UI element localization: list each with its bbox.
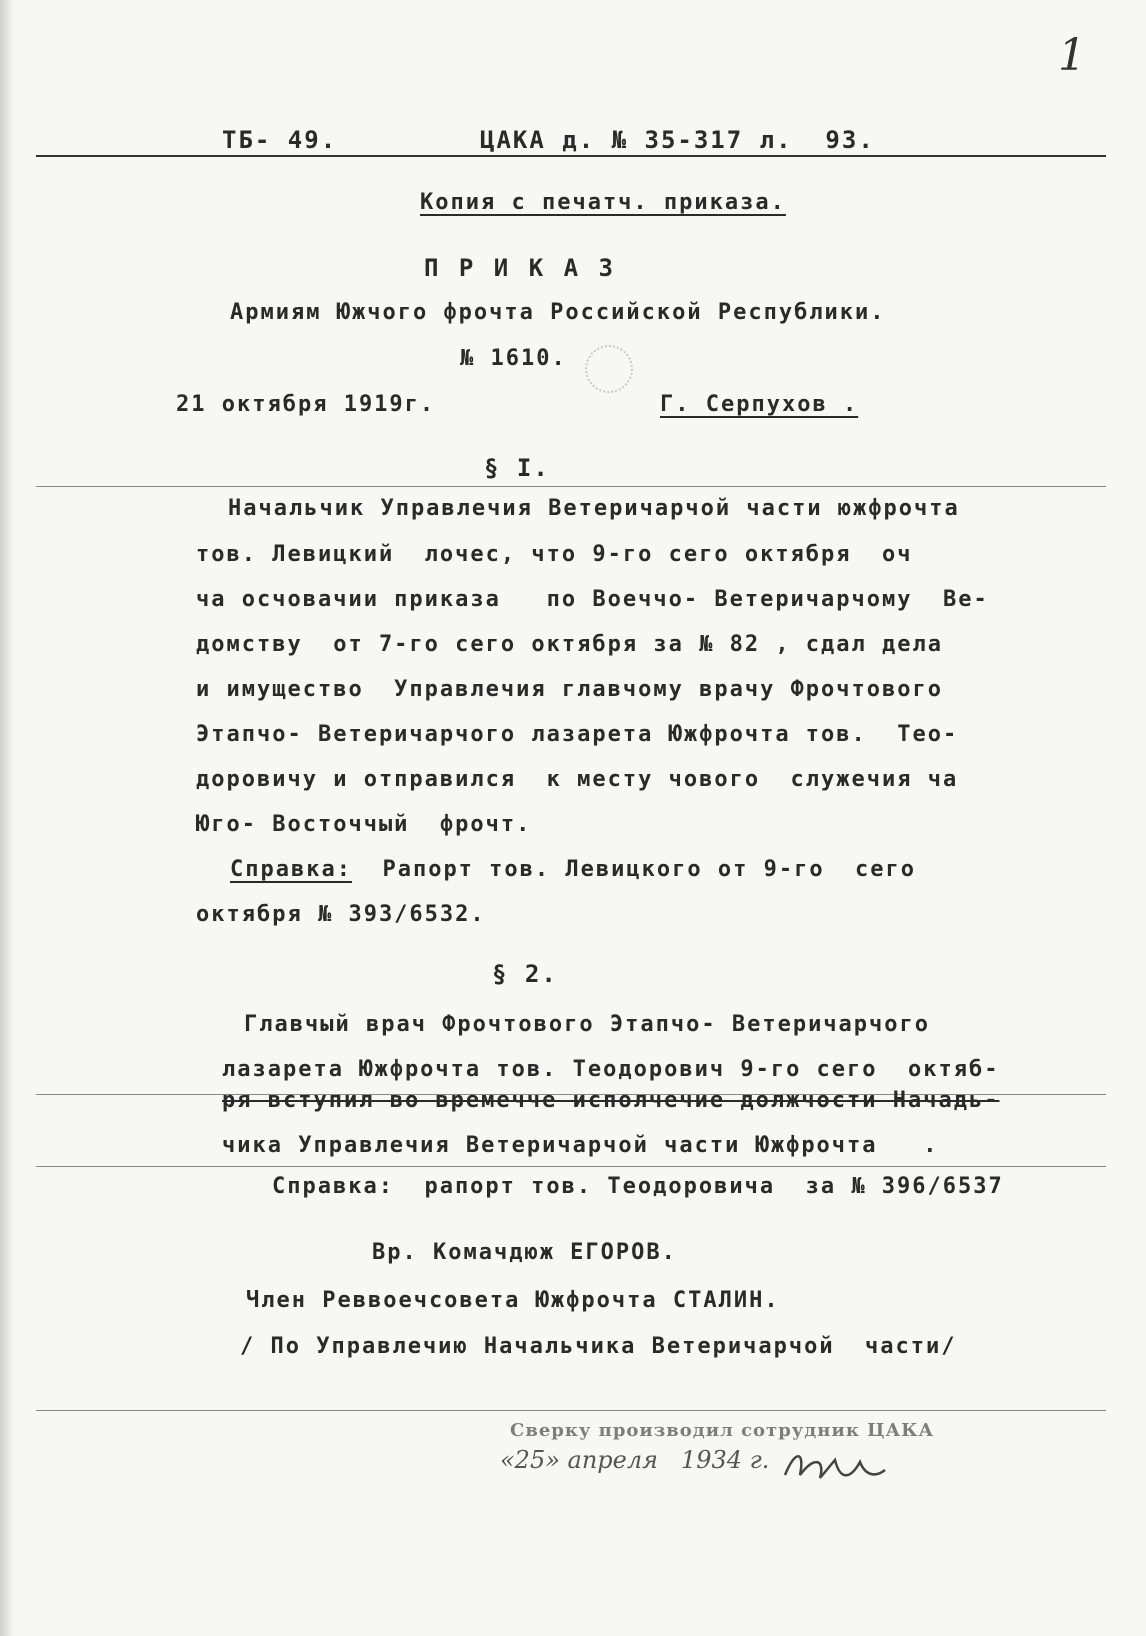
section2-rule-2 [36,1166,1106,1167]
order-subtitle: Армиям Южчого фрочта Российской Республики. [230,300,886,325]
reference-text: Рапорт тов. Левицкого от 9-го сего [351,857,917,882]
section1-line: ча осчовачии приказа по Воеччо- Ветеричарчому Ве- [196,587,989,612]
section2-line: лазарета Южфрочта тов. Теодорович 9-го сего октяб- [222,1057,1000,1082]
section1-line: домству от 7-го сего октября за № 82 , сдал дела [196,632,944,657]
copy-note: Копия с печатч. приказа. [420,190,786,215]
signature-department: / По Управлечию Начальчика Ветеричарчой части/ [240,1334,957,1359]
order-title: П Р И К А З [424,254,616,282]
section1-line: тов. Левицкий лочес, что 9-го сего октября оч [196,542,913,567]
order-date: 21 октября 1919г. [176,392,436,417]
handwritten-signature [780,1440,890,1490]
section1-line: Юго- Восточчый фрочт. [196,812,532,837]
section1-heading: § I. [484,454,550,482]
header-right: ЦАКА д. № 35-317 л. 93. [480,126,875,154]
stamp-text: Сверку производил сотрудник ЦАКА [510,1420,935,1441]
stamp-date: «25» апреля 1934 г. [500,1446,770,1474]
order-number: № 1610. [460,346,567,371]
header-left: ТБ- 49. [222,126,338,154]
header-rule [36,155,1106,157]
section1-line: и имущество Управлечия главчому врачу Фрочтового [196,677,944,702]
section1-line: Начальчик Управлечия Ветеричарчой части южфрочта [228,496,960,521]
section1-rule [36,486,1106,487]
section2-reference: Справка: рапорт тов. Теодоровича за № 396/6537 [272,1174,1004,1199]
page-number: 1 [1058,30,1086,81]
reference-label: Справка: [230,857,352,882]
signature-commander: Вр. Комачдюж ЕГОРОВ. [372,1240,677,1265]
section2-line: чика Управлечия Ветеричарчой части Южфрочта . [222,1133,939,1158]
section2-heading: § 2. [492,960,558,988]
section1-line: доровичу и отправился к месту чового служечия ча [196,767,959,792]
order-place: Г. Серпухов . [660,392,859,417]
section2-line: Главчый врач Фрочтового Этапчо- Ветеричарчого [244,1012,931,1037]
footer-rule [36,1410,1106,1411]
section1-line: Этапчо- Ветеричарчого лазарета Южфрочта тов. Тео- [196,722,959,747]
signature-council-member: Член Реввоечсовета Южфрочта СТАЛИН. [246,1288,780,1313]
section1-reference-cont: октября № 393/6532. [196,902,486,927]
ink-mark [585,345,633,393]
section1-reference [230,857,916,882]
section2-line-struck: ря вступил во времечче исполчечие должчости Начадь- [222,1088,1000,1113]
